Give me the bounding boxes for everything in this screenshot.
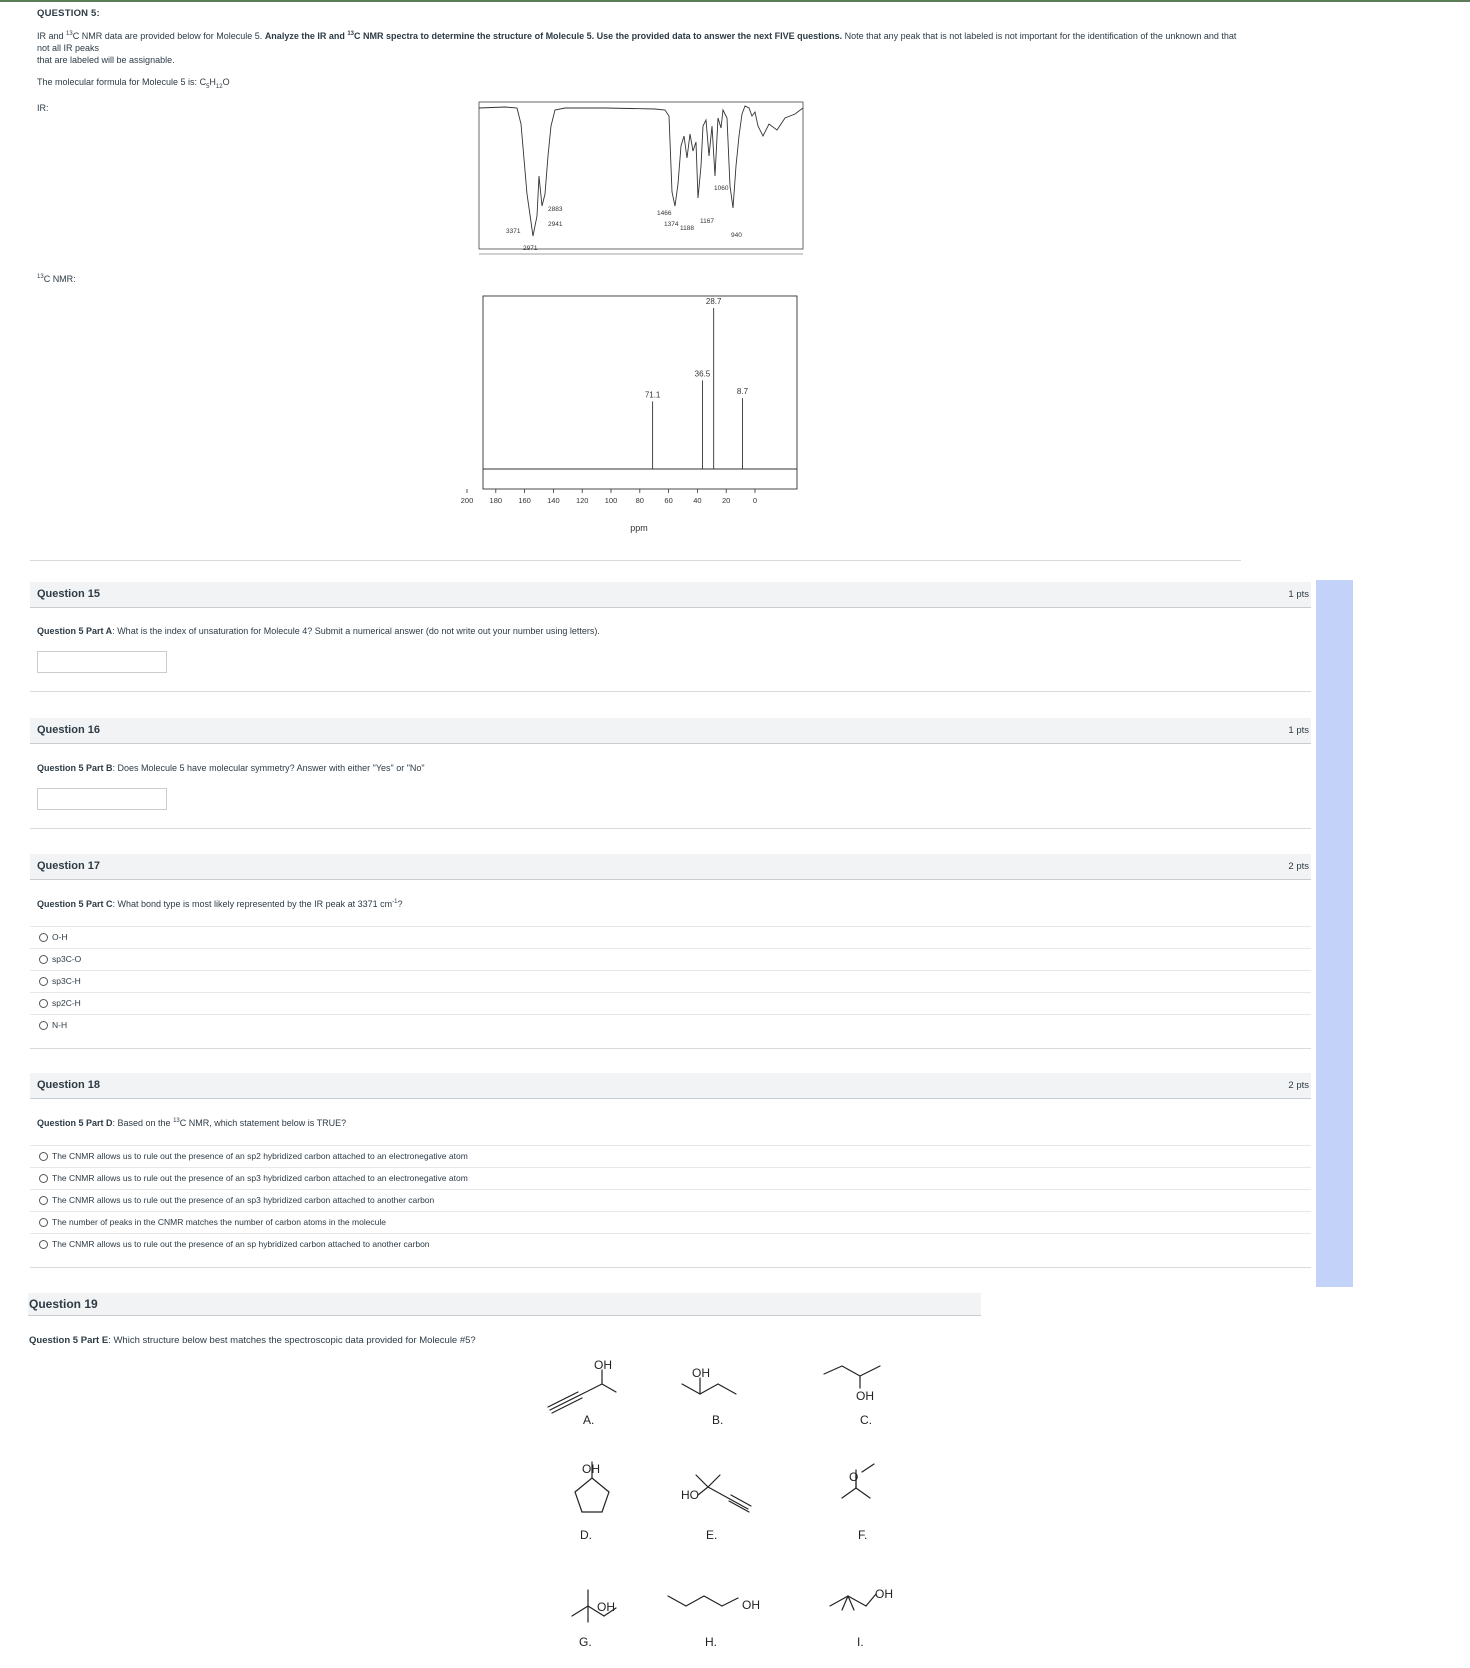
question-18-header [30, 1073, 1311, 1099]
answer-option[interactable]: The CNMR allows us to rule out the presence of an sp3 hybridized carbon attached to another carbon [30, 1189, 1311, 1211]
structure-a[interactable] [548, 1370, 616, 1413]
question-17-header [30, 854, 1311, 880]
structure-h[interactable] [668, 1596, 738, 1606]
nmr-tick-label: 0 [752, 496, 758, 505]
answer-option[interactable]: O-H [30, 926, 1311, 948]
question-points: 1 pts [1288, 589, 1309, 600]
structure-letter: A. [583, 1413, 595, 1427]
nmr-tick-label: 140 [547, 496, 560, 505]
nmr-tick-label: 80 [635, 496, 644, 505]
intro-paragraph: IR and $^{13}$C NMR data are provided below for Molecule 5. Analyze the IR and $^{13}$C NMR spectra to determine the structure of Molecule 5. Use the provided data to answer the next FIVE questions. Note that any peak that is not labeled is not important for the identification of the unknown and that not all IR peaks that are labeled will be assignable. [37, 31, 1237, 65]
question-points: 1 pts [1288, 725, 1309, 736]
radio-button[interactable] [39, 1152, 48, 1161]
structure-i[interactable] [830, 1594, 876, 1610]
structure-letter: I. [857, 1635, 864, 1649]
nmr-peaks [645, 297, 749, 469]
structure-group-label: OH [594, 1358, 612, 1372]
radio-button[interactable] [39, 1196, 48, 1205]
nmr-tick-label: 40 [693, 496, 702, 505]
question-18-prompt: Question 5 Part D: Based on the $^{13}$C NMR, which statement below is TRUE? [37, 1118, 347, 1128]
intro-heading: QUESTION 5: [37, 8, 100, 19]
nmr-peak-label: 36.5 [694, 369, 711, 379]
nmr-peak-label: 28.7 [705, 297, 722, 306]
structure-group-label: OH [875, 1587, 893, 1601]
answer-option[interactable]: sp3C-H [30, 970, 1311, 992]
ir-label: IR: [37, 102, 49, 113]
ir-peak-label: 1060 [714, 185, 729, 192]
divider [30, 691, 1311, 692]
question-title: Question 18 [37, 1079, 100, 1091]
answer-option[interactable]: sp3C-O [30, 948, 1311, 970]
answer-option[interactable]: The CNMR allows us to rule out the presence of an sp3 hybridized carbon attached to an electronegative atom [30, 1167, 1311, 1189]
ir-peak-label: 2941 [548, 221, 563, 228]
radio-button[interactable] [39, 933, 48, 942]
structure-letter: H. [705, 1635, 717, 1649]
nmr-tick-label: 200 [460, 496, 474, 505]
nmr-tick-label: 180 [489, 496, 503, 505]
question-points: 2 pts [1288, 1080, 1309, 1091]
radio-button[interactable] [39, 1240, 48, 1249]
structure-letter: E. [706, 1528, 718, 1542]
radio-button[interactable] [39, 1218, 48, 1227]
answer-option[interactable]: sp2C-H [30, 992, 1311, 1014]
answer-option[interactable]: N-H [30, 1014, 1311, 1036]
scrollbar-thumb[interactable] [1316, 580, 1353, 1287]
divider [30, 828, 1311, 829]
question-17-prompt: Question 5 Part C: What bond type is most likely represented by the IR peak at 3371 $cm^{-1}$? [37, 899, 403, 909]
ir-peak-labels [506, 185, 742, 252]
structure-group-label: OH [692, 1366, 710, 1380]
c13-nmr-spectrum [460, 290, 810, 535]
divider [30, 1267, 1311, 1268]
structure-b[interactable] [682, 1378, 736, 1394]
nmr-label: $^{13}$C NMR: [37, 274, 76, 284]
nmr-peak-label: 8.7 [736, 387, 749, 397]
question-title: Question 16 [37, 724, 100, 736]
ir-peak-label: 940 [731, 232, 742, 239]
top-border [0, 0, 1470, 2]
question-title: Question 17 [37, 860, 100, 872]
structure-e[interactable] [696, 1475, 751, 1512]
radio-button[interactable] [39, 1021, 48, 1030]
nmr-x-axis-label: ppm [630, 523, 648, 533]
question-title: Question 15 [37, 588, 100, 600]
structure-group-label: OH [582, 1462, 600, 1476]
divider [30, 560, 1241, 561]
ir-peak-label: 2971 [523, 245, 538, 252]
divider [30, 1048, 1311, 1049]
radio-button[interactable] [39, 999, 48, 1008]
nmr-tick-label: 100 [604, 496, 618, 505]
structure-letter: B. [712, 1413, 724, 1427]
ir-peak-label: 2883 [548, 206, 563, 213]
answer-option[interactable]: The number of peaks in the CNMR matches the number of carbon atoms in the molecule [30, 1211, 1311, 1233]
nmr-tick-label: 120 [575, 496, 589, 505]
question-16-answer-input[interactable] [37, 788, 167, 810]
ir-peak-label: 1466 [657, 210, 672, 217]
question-points: 2 pts [1288, 861, 1309, 872]
structure-group-label: HO [681, 1488, 699, 1502]
answer-option[interactable]: The CNMR allows us to rule out the presence of an sp hybridized carbon attached to another carbon [30, 1233, 1311, 1255]
answer-option[interactable]: The CNMR allows us to rule out the presence of an sp2 hybridized carbon attached to an electronegative atom [30, 1145, 1311, 1167]
ir-peak-label: 1167 [700, 218, 714, 225]
question-15-header [30, 582, 1311, 608]
nmr-tick-label: 20 [722, 496, 731, 505]
ir-trace [479, 106, 803, 236]
structure-choices [530, 1350, 930, 1668]
nmr-frame [483, 296, 797, 489]
structure-group-label: OH [742, 1598, 760, 1612]
question-19-prompt: Question 5 Part E: Which structure below best matches the spectroscopic data provided for Molecule #5? [29, 1335, 476, 1346]
structure-letter: D. [580, 1528, 592, 1542]
question-15-answer-input[interactable] [37, 651, 167, 673]
structure-letter: G. [579, 1635, 592, 1649]
question-16-prompt: Question 5 Part B: Does Molecule 5 have molecular symmetry? Answer with either "Yes" or "No" [37, 763, 425, 773]
structure-letter: F. [858, 1528, 868, 1542]
ir-peak-label: 1374 [664, 221, 679, 228]
structure-group-label: OH [856, 1389, 874, 1403]
structure-c[interactable] [824, 1366, 880, 1388]
structure-letter: C. [860, 1413, 872, 1427]
molecular-formula: The molecular formula for Molecule 5 is: $C_5H_{12}O$ [37, 77, 230, 90]
question-title: Question 19 [29, 1297, 98, 1311]
question-15-prompt: Question 5 Part A: What is the index of unsaturation for Molecule 4? Submit a numerical answer (do not write out your number using letters). [37, 626, 600, 636]
ir-spectrum [465, 96, 810, 264]
nmr-x-ticks [461, 489, 757, 505]
structure-group-label: OH [597, 1600, 615, 1614]
nmr-peak-label: 71.1 [644, 390, 661, 400]
structure-group-label: O [849, 1470, 859, 1484]
nmr-tick-label: 60 [664, 496, 673, 505]
ir-frame [479, 102, 803, 249]
nmr-tick-label: 160 [518, 496, 531, 505]
radio-button[interactable] [39, 977, 48, 986]
ir-peak-label: 3371 [506, 228, 521, 235]
ir-peak-label: 1188 [680, 225, 694, 232]
radio-button[interactable] [39, 1174, 48, 1183]
radio-button[interactable] [39, 955, 48, 964]
question-16-header [30, 718, 1311, 744]
question-19-header [28, 1293, 981, 1316]
